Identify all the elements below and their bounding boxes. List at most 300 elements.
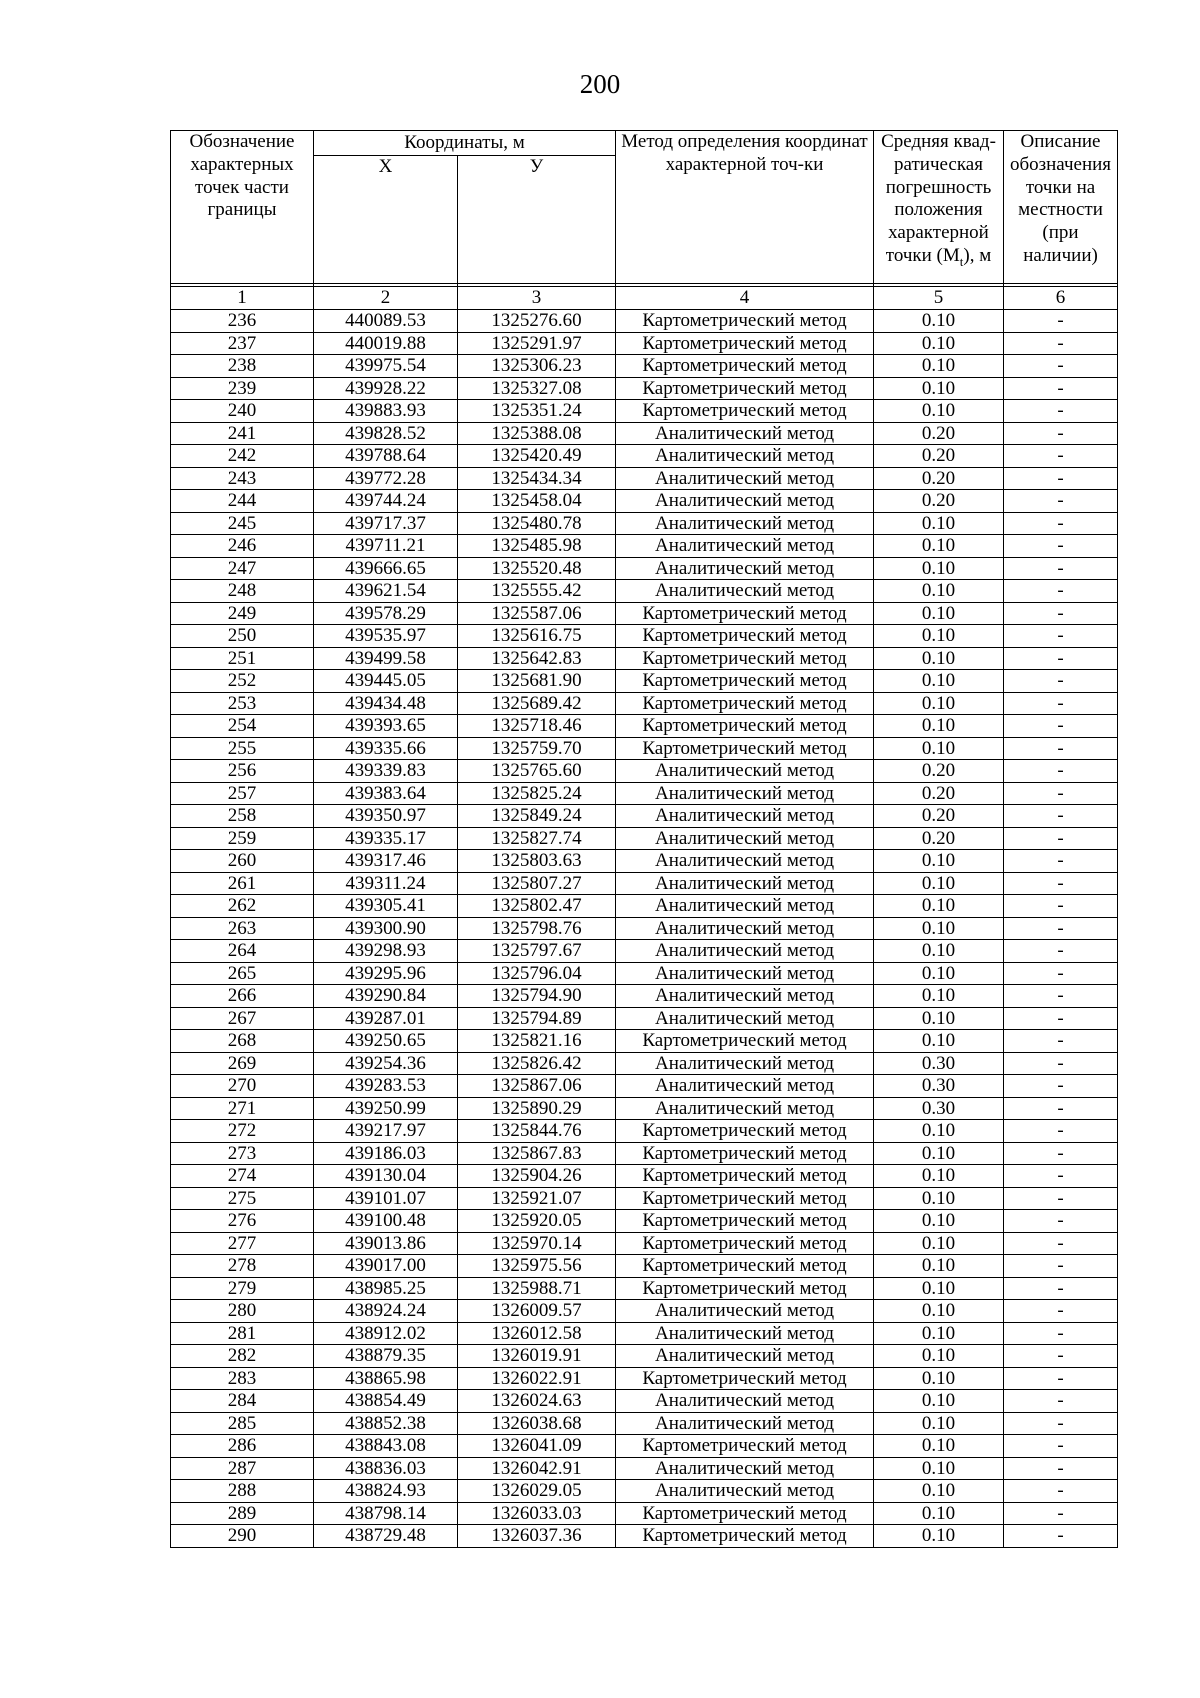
description-cell: - [1004, 490, 1118, 513]
description-cell: - [1004, 1187, 1118, 1210]
y-coordinate-cell: 1325485.98 [458, 535, 616, 558]
x-coordinate-cell: 439287.01 [314, 1007, 458, 1030]
table-row [171, 377, 1118, 400]
y-coordinate-cell: 1325827.74 [458, 827, 616, 850]
y-coordinate-cell: 1325825.24 [458, 782, 616, 805]
y-coordinate-cell: 1325821.16 [458, 1030, 616, 1053]
mean-error-cell: 0.10 [874, 917, 1004, 940]
y-coordinate-cell: 1325849.24 [458, 805, 616, 828]
y-coordinate-cell: 1325890.29 [458, 1097, 616, 1120]
method-cell: Аналитический метод [616, 1075, 874, 1098]
method-cell: Картометрический метод [616, 1435, 874, 1458]
description-cell: - [1004, 580, 1118, 603]
mean-error-cell: 0.20 [874, 422, 1004, 445]
x-coordinate-cell: 438729.48 [314, 1525, 458, 1548]
column-number: 2 [314, 287, 458, 310]
point-id-cell: 288 [171, 1480, 314, 1503]
mean-error-cell: 0.20 [874, 827, 1004, 850]
mean-error-cell: 0.10 [874, 1120, 1004, 1143]
table-row [171, 1277, 1118, 1300]
point-id-cell: 268 [171, 1030, 314, 1053]
point-id-cell: 251 [171, 647, 314, 670]
y-coordinate-cell: 1326041.09 [458, 1435, 616, 1458]
method-cell: Аналитический метод [616, 895, 874, 918]
y-coordinate-cell: 1325921.07 [458, 1187, 616, 1210]
table-row [171, 1052, 1118, 1075]
point-id-cell: 285 [171, 1412, 314, 1435]
mean-error-cell: 0.10 [874, 1345, 1004, 1368]
y-coordinate-cell: 1325802.47 [458, 895, 616, 918]
x-coordinate-cell: 440019.88 [314, 332, 458, 355]
y-coordinate-cell: 1326022.91 [458, 1367, 616, 1390]
x-coordinate-cell: 440089.53 [314, 310, 458, 333]
mean-error-cell: 0.20 [874, 760, 1004, 783]
mean-error-cell: 0.10 [874, 332, 1004, 355]
table-row [171, 1457, 1118, 1480]
x-coordinate-cell: 438852.38 [314, 1412, 458, 1435]
method-cell: Аналитический метод [616, 760, 874, 783]
point-id-cell: 260 [171, 850, 314, 873]
table-row [171, 715, 1118, 738]
mean-error-cell: 0.10 [874, 1232, 1004, 1255]
table-row [171, 1165, 1118, 1188]
x-coordinate-cell: 439621.54 [314, 580, 458, 603]
table-row [171, 1187, 1118, 1210]
point-id-cell: 240 [171, 400, 314, 423]
page-number: 200 [579, 69, 621, 99]
description-cell: - [1004, 1030, 1118, 1053]
x-coordinate-cell: 438854.49 [314, 1390, 458, 1413]
point-id-cell: 254 [171, 715, 314, 738]
description-cell: - [1004, 715, 1118, 738]
mean-error-cell: 0.10 [874, 1007, 1004, 1030]
method-cell: Картометрический метод [616, 1142, 874, 1165]
method-cell: Картометрический метод [616, 625, 874, 648]
mean-error-cell: 0.10 [874, 1142, 1004, 1165]
point-id-cell: 272 [171, 1120, 314, 1143]
method-cell: Аналитический метод [616, 467, 874, 490]
x-coordinate-cell: 438865.98 [314, 1367, 458, 1390]
x-coordinate-cell: 439744.24 [314, 490, 458, 513]
x-coordinate-cell: 439717.37 [314, 512, 458, 535]
description-cell: - [1004, 422, 1118, 445]
column-number-row [171, 287, 1118, 310]
description-cell: - [1004, 1322, 1118, 1345]
x-coordinate-cell: 439298.93 [314, 940, 458, 963]
y-coordinate-cell: 1325420.49 [458, 445, 616, 468]
point-id-cell: 242 [171, 445, 314, 468]
x-coordinate-cell: 439335.66 [314, 737, 458, 760]
description-cell: - [1004, 782, 1118, 805]
x-coordinate-cell: 439788.64 [314, 445, 458, 468]
table-row [171, 737, 1118, 760]
method-cell: Картометрический метод [616, 1367, 874, 1390]
point-id-cell: 244 [171, 490, 314, 513]
point-id-cell: 290 [171, 1525, 314, 1548]
table-row [171, 895, 1118, 918]
y-coordinate-cell: 1325616.75 [458, 625, 616, 648]
point-id-cell: 253 [171, 692, 314, 715]
point-id-cell: 262 [171, 895, 314, 918]
x-coordinate-cell: 439283.53 [314, 1075, 458, 1098]
point-id-cell: 270 [171, 1075, 314, 1098]
point-id-cell: 271 [171, 1097, 314, 1120]
method-cell: Аналитический метод [616, 962, 874, 985]
x-coordinate-cell: 439383.64 [314, 782, 458, 805]
description-cell: - [1004, 895, 1118, 918]
header-point-designation: Обозначение характерных точек части границы [171, 131, 314, 284]
x-coordinate-cell: 438924.24 [314, 1300, 458, 1323]
method-cell: Картометрический метод [616, 1502, 874, 1525]
y-coordinate-cell: 1325844.76 [458, 1120, 616, 1143]
point-id-cell: 257 [171, 782, 314, 805]
description-cell: - [1004, 310, 1118, 333]
point-id-cell: 258 [171, 805, 314, 828]
method-cell: Картометрический метод [616, 1525, 874, 1548]
table-row [171, 310, 1118, 333]
x-coordinate-cell: 439300.90 [314, 917, 458, 940]
y-coordinate-cell: 1325920.05 [458, 1210, 616, 1233]
method-cell: Картометрический метод [616, 602, 874, 625]
description-cell: - [1004, 1457, 1118, 1480]
table-row [171, 917, 1118, 940]
method-cell: Аналитический метод [616, 782, 874, 805]
x-coordinate-cell: 439445.05 [314, 670, 458, 693]
method-cell: Аналитический метод [616, 445, 874, 468]
x-coordinate-cell: 439100.48 [314, 1210, 458, 1233]
point-id-cell: 278 [171, 1255, 314, 1278]
point-id-cell: 265 [171, 962, 314, 985]
table-row [171, 557, 1118, 580]
method-cell: Картометрический метод [616, 647, 874, 670]
description-cell: - [1004, 647, 1118, 670]
mean-error-cell: 0.10 [874, 377, 1004, 400]
y-coordinate-cell: 1325988.71 [458, 1277, 616, 1300]
header-mean-error [874, 131, 1004, 284]
method-cell: Картометрический метод [616, 1210, 874, 1233]
table-row [171, 1075, 1118, 1098]
y-coordinate-cell: 1325904.26 [458, 1165, 616, 1188]
mean-error-cell: 0.10 [874, 940, 1004, 963]
x-coordinate-cell: 439254.36 [314, 1052, 458, 1075]
description-cell: - [1004, 805, 1118, 828]
mean-error-cell: 0.30 [874, 1075, 1004, 1098]
mean-error-cell: 0.10 [874, 1412, 1004, 1435]
mean-error-cell: 0.10 [874, 1480, 1004, 1503]
point-id-cell: 256 [171, 760, 314, 783]
x-coordinate-cell: 438843.08 [314, 1435, 458, 1458]
mean-error-cell: 0.20 [874, 782, 1004, 805]
table-row [171, 692, 1118, 715]
method-cell: Картометрический метод [616, 332, 874, 355]
mean-error-cell: 0.10 [874, 850, 1004, 873]
mean-error-cell: 0.10 [874, 1277, 1004, 1300]
method-cell: Картометрический метод [616, 400, 874, 423]
table-row [171, 1007, 1118, 1030]
y-coordinate-cell: 1326029.05 [458, 1480, 616, 1503]
point-id-cell: 266 [171, 985, 314, 1008]
table-row [171, 1480, 1118, 1503]
table-row [171, 1390, 1118, 1413]
x-coordinate-cell: 439101.07 [314, 1187, 458, 1210]
method-cell: Аналитический метод [616, 557, 874, 580]
y-coordinate-cell: 1326012.58 [458, 1322, 616, 1345]
table-row [171, 850, 1118, 873]
table-row [171, 985, 1118, 1008]
header-method: Метод определения координат характерной точ-ки [616, 131, 874, 284]
method-cell: Картометрический метод [616, 1277, 874, 1300]
point-id-cell: 282 [171, 1345, 314, 1368]
point-id-cell: 247 [171, 557, 314, 580]
x-coordinate-cell: 438836.03 [314, 1457, 458, 1480]
y-coordinate-cell: 1325867.06 [458, 1075, 616, 1098]
mean-error-cell: 0.10 [874, 872, 1004, 895]
x-coordinate-cell: 439578.29 [314, 602, 458, 625]
method-cell: Аналитический метод [616, 985, 874, 1008]
y-coordinate-cell: 1325276.60 [458, 310, 616, 333]
description-cell: - [1004, 962, 1118, 985]
y-coordinate-cell: 1325291.97 [458, 332, 616, 355]
y-coordinate-cell: 1325434.34 [458, 467, 616, 490]
y-coordinate-cell: 1325718.46 [458, 715, 616, 738]
mean-error-cell: 0.10 [874, 625, 1004, 648]
method-cell: Картометрический метод [616, 692, 874, 715]
method-cell: Картометрический метод [616, 1232, 874, 1255]
table-row [171, 332, 1118, 355]
point-id-cell: 269 [171, 1052, 314, 1075]
table-row [171, 1210, 1118, 1233]
point-id-cell: 264 [171, 940, 314, 963]
y-coordinate-cell: 1325480.78 [458, 512, 616, 535]
method-cell: Аналитический метод [616, 1345, 874, 1368]
y-coordinate-cell: 1325520.48 [458, 557, 616, 580]
table-row [171, 872, 1118, 895]
y-coordinate-cell: 1325587.06 [458, 602, 616, 625]
mean-error-cell: 0.10 [874, 580, 1004, 603]
mean-error-cell: 0.20 [874, 490, 1004, 513]
method-cell: Аналитический метод [616, 580, 874, 603]
table-row [171, 782, 1118, 805]
table-row [171, 1412, 1118, 1435]
mean-error-cell: 0.10 [874, 985, 1004, 1008]
mean-error-cell: 0.10 [874, 355, 1004, 378]
table-row [171, 1232, 1118, 1255]
description-cell: - [1004, 985, 1118, 1008]
x-coordinate-cell: 439186.03 [314, 1142, 458, 1165]
y-coordinate-cell: 1325642.83 [458, 647, 616, 670]
point-id-cell: 289 [171, 1502, 314, 1525]
description-cell: - [1004, 1007, 1118, 1030]
method-cell: Картометрический метод [616, 1120, 874, 1143]
description-cell: - [1004, 1232, 1118, 1255]
description-cell: - [1004, 692, 1118, 715]
method-cell: Аналитический метод [616, 1412, 874, 1435]
mean-error-cell: 0.10 [874, 1525, 1004, 1548]
y-coordinate-cell: 1326037.36 [458, 1525, 616, 1548]
point-id-cell: 284 [171, 1390, 314, 1413]
mean-error-cell: 0.10 [874, 1390, 1004, 1413]
description-cell: - [1004, 625, 1118, 648]
x-coordinate-cell: 439311.24 [314, 872, 458, 895]
mean-error-cell: 0.20 [874, 445, 1004, 468]
y-coordinate-cell: 1325388.08 [458, 422, 616, 445]
y-coordinate-cell: 1325867.83 [458, 1142, 616, 1165]
mean-error-cell: 0.10 [874, 1502, 1004, 1525]
description-cell: - [1004, 940, 1118, 963]
header-mean-error-unit: ), м [963, 244, 992, 266]
y-coordinate-cell: 1326024.63 [458, 1390, 616, 1413]
x-coordinate-cell: 439317.46 [314, 850, 458, 873]
description-cell: - [1004, 670, 1118, 693]
point-id-cell: 263 [171, 917, 314, 940]
description-cell: - [1004, 1120, 1118, 1143]
description-cell: - [1004, 1097, 1118, 1120]
y-coordinate-cell: 1325327.08 [458, 377, 616, 400]
x-coordinate-cell: 439335.17 [314, 827, 458, 850]
y-coordinate-cell: 1325970.14 [458, 1232, 616, 1255]
method-cell: Аналитический метод [616, 1007, 874, 1030]
mean-error-cell: 0.10 [874, 535, 1004, 558]
column-number: 4 [616, 287, 874, 310]
y-coordinate-cell: 1325796.04 [458, 962, 616, 985]
header-coordinates: Координаты, м [314, 131, 616, 156]
table-row [171, 1142, 1118, 1165]
method-cell: Аналитический метод [616, 1390, 874, 1413]
table-row [171, 602, 1118, 625]
point-id-cell: 245 [171, 512, 314, 535]
table-row [171, 1502, 1118, 1525]
x-coordinate-cell: 439017.00 [314, 1255, 458, 1278]
mean-error-cell: 0.20 [874, 467, 1004, 490]
mean-error-cell: 0.20 [874, 805, 1004, 828]
description-cell: - [1004, 1165, 1118, 1188]
header-mean-error-subscript: t [959, 253, 964, 269]
point-id-cell: 243 [171, 467, 314, 490]
description-cell: - [1004, 1300, 1118, 1323]
table-row [171, 1030, 1118, 1053]
mean-error-cell: 0.10 [874, 512, 1004, 535]
table-row [171, 1097, 1118, 1120]
column-number: 3 [458, 287, 616, 310]
mean-error-cell: 0.30 [874, 1052, 1004, 1075]
method-cell: Картометрический метод [616, 355, 874, 378]
method-cell: Аналитический метод [616, 1322, 874, 1345]
point-id-cell: 277 [171, 1232, 314, 1255]
description-cell: - [1004, 445, 1118, 468]
method-cell: Аналитический метод [616, 872, 874, 895]
description-cell: - [1004, 737, 1118, 760]
x-coordinate-cell: 438824.93 [314, 1480, 458, 1503]
description-cell: - [1004, 1075, 1118, 1098]
y-coordinate-cell: 1325975.56 [458, 1255, 616, 1278]
y-coordinate-cell: 1326009.57 [458, 1300, 616, 1323]
description-cell: - [1004, 1525, 1118, 1548]
x-coordinate-cell: 439130.04 [314, 1165, 458, 1188]
method-cell: Аналитический метод [616, 940, 874, 963]
point-id-cell: 276 [171, 1210, 314, 1233]
mean-error-cell: 0.10 [874, 1030, 1004, 1053]
table-row [171, 535, 1118, 558]
point-id-cell: 267 [171, 1007, 314, 1030]
mean-error-cell: 0.10 [874, 895, 1004, 918]
x-coordinate-cell: 439883.93 [314, 400, 458, 423]
point-id-cell: 236 [171, 310, 314, 333]
point-id-cell: 274 [171, 1165, 314, 1188]
description-cell: - [1004, 850, 1118, 873]
header-mean-error-text: Средняя квад-ратическая погрешность положения характерной точки (M [881, 131, 996, 266]
point-id-cell: 279 [171, 1277, 314, 1300]
table-row [171, 1367, 1118, 1390]
table-row [171, 422, 1118, 445]
table-row [171, 1120, 1118, 1143]
description-cell: - [1004, 827, 1118, 850]
mean-error-cell: 0.10 [874, 1255, 1004, 1278]
mean-error-cell: 0.10 [874, 557, 1004, 580]
mean-error-cell: 0.10 [874, 602, 1004, 625]
method-cell: Аналитический метод [616, 512, 874, 535]
header-x: Х [314, 156, 458, 284]
table-row [171, 940, 1118, 963]
x-coordinate-cell: 438985.25 [314, 1277, 458, 1300]
method-cell: Картометрический метод [616, 737, 874, 760]
description-cell: - [1004, 872, 1118, 895]
point-id-cell: 275 [171, 1187, 314, 1210]
description-cell: - [1004, 1412, 1118, 1435]
column-number: 1 [171, 287, 314, 310]
mean-error-cell: 0.10 [874, 1300, 1004, 1323]
method-cell: Аналитический метод [616, 827, 874, 850]
table-row [171, 1345, 1118, 1368]
description-cell: - [1004, 917, 1118, 940]
mean-error-cell: 0.10 [874, 400, 1004, 423]
table-row [171, 760, 1118, 783]
table-row [171, 1435, 1118, 1458]
coordinates-table [170, 130, 1118, 1548]
y-coordinate-cell: 1326019.91 [458, 1345, 616, 1368]
point-id-cell: 239 [171, 377, 314, 400]
y-coordinate-cell: 1325794.89 [458, 1007, 616, 1030]
y-coordinate-cell: 1325794.90 [458, 985, 616, 1008]
x-coordinate-cell: 439250.65 [314, 1030, 458, 1053]
table-row [171, 355, 1118, 378]
table-row [171, 962, 1118, 985]
description-cell: - [1004, 760, 1118, 783]
table-row [171, 1525, 1118, 1548]
description-cell: - [1004, 1345, 1118, 1368]
table-row [171, 400, 1118, 423]
table-row [171, 512, 1118, 535]
point-id-cell: 259 [171, 827, 314, 850]
method-cell: Картометрический метод [616, 1187, 874, 1210]
method-cell: Аналитический метод [616, 1480, 874, 1503]
point-id-cell: 246 [171, 535, 314, 558]
point-id-cell: 283 [171, 1367, 314, 1390]
description-cell: - [1004, 355, 1118, 378]
description-cell: - [1004, 377, 1118, 400]
mean-error-cell: 0.10 [874, 647, 1004, 670]
method-cell: Картометрический метод [616, 1255, 874, 1278]
method-cell: Картометрический метод [616, 1030, 874, 1053]
y-coordinate-cell: 1325681.90 [458, 670, 616, 693]
x-coordinate-cell: 439928.22 [314, 377, 458, 400]
point-id-cell: 273 [171, 1142, 314, 1165]
method-cell: Аналитический метод [616, 850, 874, 873]
x-coordinate-cell: 439350.97 [314, 805, 458, 828]
method-cell: Аналитический метод [616, 917, 874, 940]
y-coordinate-cell: 1325306.23 [458, 355, 616, 378]
y-coordinate-cell: 1325351.24 [458, 400, 616, 423]
description-cell: - [1004, 400, 1118, 423]
